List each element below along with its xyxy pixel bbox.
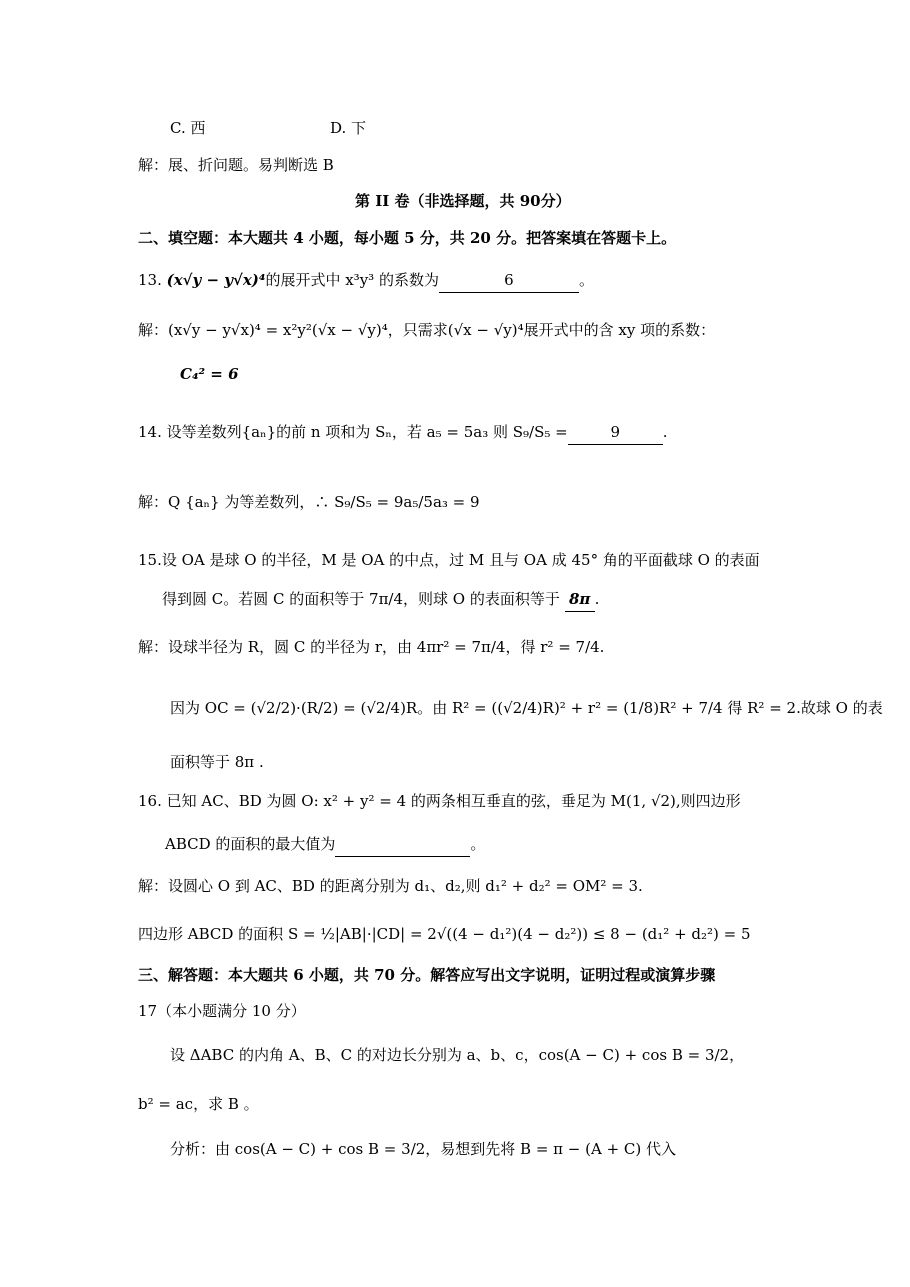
section-title: 第 II 卷（非选择题，共 90分） (355, 192, 571, 210)
q14-number: 14. (138, 423, 162, 441)
q13-end: 。 (578, 271, 594, 289)
q15-answer: 8π (565, 587, 595, 612)
q14-end: . (662, 423, 668, 441)
q17-analysis: 分析：由 cos(A − C) + cos B = 3/2，易想到先将 B = π − (A + C) 代入 (170, 1140, 677, 1158)
q15-solution-line3: 面积等于 8π . (170, 753, 264, 771)
q14-solution: 解：Q {aₙ} 为等差数列，∴ S₉/S₅ = 9a₅/5a₃ = 9 (138, 493, 480, 511)
q16-end: 。 (470, 835, 486, 853)
q14 (138, 420, 668, 445)
q16-solution-line2: 四边形 ABCD 的面积 S = ½|AB|·|CD| = 2√((4 − d₁²)(4 − d₂²)) ≤ 8 − (d₁² + d₂²) = 5 (138, 925, 751, 943)
section2-header: 二、填空题：本大题共 4 小题，每小题 5 分，共 20 分。把答案填在答题卡上。 (138, 229, 677, 247)
q16-line1: 16. 已知 AC、BD 为圆 O: x² + y² = 4 的两条相互垂直的弦，垂足为 M(1, √2),则四边形 (138, 792, 741, 810)
q17-line2: b² = ac，求 B 。 (138, 1095, 259, 1113)
q15-solution-line1: 解：设球半径为 R，圆 C 的半径为 r，由 4πr² = 7π/4，得 r² = 7/4. (138, 638, 605, 656)
q13 (138, 268, 594, 293)
option-c: C. 西 (170, 119, 206, 137)
q13-solution-line1: 解：(x√y − y√x)⁴ = x²y²(√x − √y)⁴，只需求(√x − √y)⁴展开式中的含 xy 项的系数： (138, 321, 716, 339)
q13-solution-line2: C₄² = 6 (180, 365, 239, 383)
q13-number: 13. (138, 271, 162, 289)
q15-line2-text: 得到圆 C。若圆 C 的面积等于 7π/4，则球 O 的表面积等于 (162, 590, 560, 608)
q13-text: 的展开式中 x³y³ 的系数为 (265, 271, 439, 289)
q16-line2-text: ABCD 的面积的最大值为 (165, 835, 336, 853)
q15-solution-line2: 因为 OC = (√2/2)·(R/2) = (√2/4)R。由 R² = ((√2/4)R)² + r² = (1/8)R² + 7/4 得 R² = 2.故球 O 的表 (170, 699, 883, 717)
q17-title: 17（本小题满分 10 分） (138, 1002, 306, 1020)
q12-solution: 解：展、折问题。易判断选 B (138, 156, 334, 174)
q14-answer: 9 (568, 420, 663, 445)
q16-line2 (165, 832, 485, 857)
q15-line1: 15.设 OA 是球 O 的半径，M 是 OA 的中点，过 M 且与 OA 成 45° 角的平面截球 O 的表面 (138, 551, 760, 569)
q17-line1: 设 ΔABC 的内角 A、B、C 的对边长分别为 a、b、c，cos(A − C) + cos B = 3/2， (170, 1046, 745, 1064)
q13-expression: (x√y − y√x)⁴ (166, 271, 266, 289)
option-d: D. 下 (330, 119, 367, 137)
section3-header: 三、解答题：本大题共 6 小题，共 70 分。解答应写出文字说明，证明过程或演算步骤 (138, 966, 716, 984)
q16-solution-line1: 解：设圆心 O 到 AC、BD 的距离分别为 d₁、d₂,则 d₁² + d₂² = OM² = 3. (138, 877, 643, 895)
q13-answer: 6 (439, 268, 579, 293)
q15-line2 (162, 587, 599, 612)
q14-text: 设等差数列{aₙ}的前 n 项和为 Sₙ，若 a₅ = 5a₃ 则 S₉/S₅ = (166, 423, 568, 441)
q15-end: . (594, 590, 600, 608)
